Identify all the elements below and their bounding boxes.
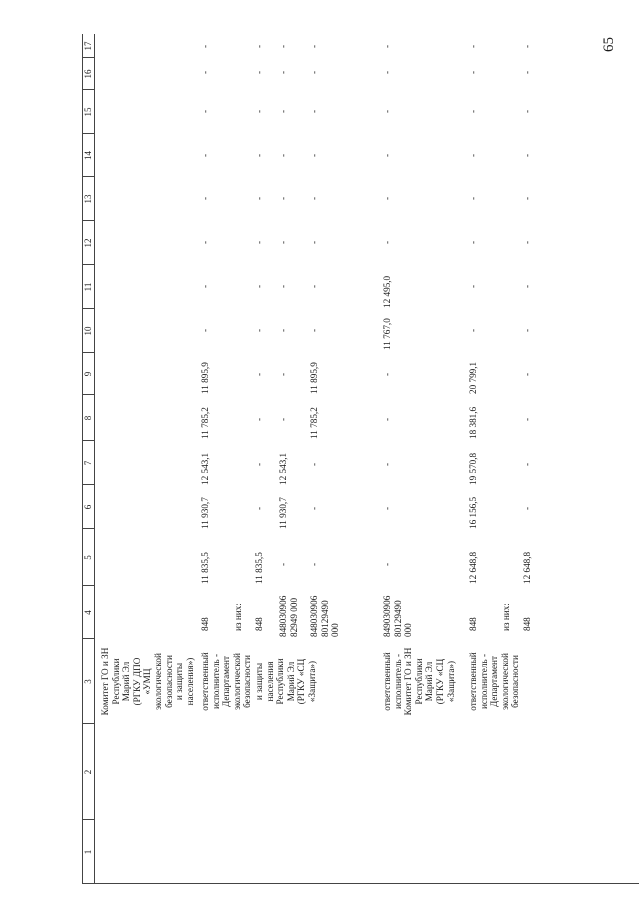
table-cell-col13: - [468,196,478,200]
table-cell-col11: - [200,284,210,288]
table-cell-col12: - [278,240,288,244]
table-cell-col6: - [254,506,264,510]
column-number: 7 [83,460,93,466]
table-cell-col10: - [468,328,478,332]
table-cell-col13: - [522,196,532,200]
table-cell-col11: - [254,284,264,288]
table-cell-col10: 11 767,0 [382,318,392,350]
table-cell-col6: - [522,506,532,510]
column-number: 16 [83,69,93,79]
table-cell-col13: - [309,196,319,200]
table-cell-col10: - [522,328,532,332]
table-cell-col9: - [278,372,288,376]
column-number: 3 [83,679,93,684]
table-cell-col17: - [278,44,288,48]
table-cell-col5: 12 648,8 [468,551,478,584]
table-cell-col8: - [278,417,288,421]
table-cell-col13: - [278,196,288,200]
table-cell-col11: - [468,284,478,288]
column-number: 13 [83,194,93,204]
table-cell-col4: 849030906 80129490 000 [382,595,414,637]
table-cell-col17: - [522,44,532,48]
table-cell-col17: - [200,44,210,48]
table-cell-col15: - [382,109,392,113]
table-cell-col8: 11 785,2 [309,407,319,439]
table-cell-col7: - [382,462,392,466]
table-cell-col8: 18 381,6 [468,406,478,439]
table-cell-col4: 848 [468,617,478,631]
table-cell-col7: - [522,462,532,466]
table-cell-col16: - [200,70,210,74]
table-cell-col9: - [254,372,264,376]
table-cell-col9: 11 895,9 [200,362,210,394]
table-cell-col11: - [278,284,288,288]
page-number: 65 [601,37,617,52]
table-cell-col14: - [254,153,264,157]
table-cell-col3: ответственный исполнитель - Комитет ГО и ЗН Республики Марий Эл (РГКУ «СЦ «Защита») [382,647,456,716]
header-row-line [94,34,95,884]
table-cell-col8: - [254,417,264,421]
table-cell-col11: - [309,284,319,288]
table-cell-col12: - [309,240,319,244]
table-cell-col7: 12 543,1 [278,452,288,485]
table-cell-col14: - [309,153,319,157]
table-cell-col4: из них: [501,603,511,631]
table-cell-col4: 848 [200,617,210,631]
rotated-table [82,34,639,884]
table-cell-col3: и защиты населения Республики Марий Эл (РГКУ «СЦ «Защита») [254,658,317,705]
table-cell-col5: - [309,562,319,566]
column-number: 11 [83,282,93,292]
table-cell-col13: - [382,196,392,200]
table-cell-col11: 12 495,0 [382,275,392,308]
table-cell-col4: 848030906 80129490 000 [309,595,341,637]
table-cell-col10: - [254,328,264,332]
table-cell-col5: 11 835,5 [254,552,264,584]
column-number: 8 [83,415,93,421]
table-cell-col14: - [522,153,532,157]
table-cell-col15: - [468,109,478,113]
table-cell-col12: - [200,240,210,244]
table-cell-col6: - [309,506,319,510]
table-cell-col7: - [309,462,319,466]
table-cell-col16: - [382,70,392,74]
table-cell-col3: ответственный исполнитель - Департамент экологической безопасности [468,652,521,711]
table-cell-col5: 11 835,5 [200,552,210,584]
table-cell-col6: 16 156,5 [468,496,478,529]
table-cell-col14: - [468,153,478,157]
column-number: 12 [83,238,93,248]
table-cell-col17: - [254,44,264,48]
column-number: 14 [83,151,93,160]
table-cell-col4: из них: [233,603,243,631]
column-number: 1 [83,849,93,855]
table-cell-col7: 19 570,8 [468,452,478,485]
table-cell-col10: - [309,328,319,332]
column-number: 9 [83,371,93,377]
table-cell-col7: - [254,462,264,466]
table-cell-col3: ответственный исполнитель - Департамент экологической безопасности [200,652,253,711]
column-number: 4 [83,610,93,615]
table-cell-col13: - [254,196,264,200]
table-cell-col8: 11 785,2 [200,407,210,439]
table-cell-col7: 12 543,1 [200,452,210,485]
table-cell-col6: 11 930,7 [278,497,288,529]
table-cell-col9: 11 895,9 [309,362,319,394]
column-number: 17 [83,41,93,51]
table-cell-col14: - [200,153,210,157]
table-cell-col15: - [278,109,288,113]
table-cell-col17: - [382,44,392,48]
table-cell-col12: - [382,240,392,244]
table-cell-col15: - [254,109,264,113]
table-cell-col17: - [468,44,478,48]
table-border-left [82,883,639,884]
table-cell-col14: - [278,153,288,157]
table-cell-col5: - [278,562,288,566]
table-cell-col15: - [200,109,210,113]
table-cell-col8: - [382,417,392,421]
table-cell-col8: - [522,417,532,421]
table-cell-col4: 848 [254,617,264,631]
table-cell-col10: - [200,328,210,332]
table-cell-col16: - [522,70,532,74]
table-cell-col15: - [309,109,319,113]
table-cell-col12: - [254,240,264,244]
table-cell-col3: Комитет ГО и ЗН Республики Марий Эл (РГКУ ДПО «УМЦ экологической безопасности и защиты населения») [100,647,195,716]
table-cell-col9: 20 799,1 [468,361,478,394]
table-cell-col17: - [309,44,319,48]
table-cell-col13: - [200,196,210,200]
column-number: 5 [83,555,93,560]
table-cell-col4: 848 [522,617,532,631]
table-cell-col6: 11 930,7 [200,497,210,529]
table-cell-col15: - [522,109,532,113]
table-cell-col9: - [382,372,392,376]
table-cell-col14: - [382,153,392,157]
table-cell-col12: - [522,240,532,244]
table-cell-col4: 848030906 82949 000 [278,595,299,637]
table-cell-col5: 12 648,8 [522,551,532,584]
column-number: 6 [83,504,93,510]
table-cell-col11: - [522,284,532,288]
column-number: 15 [83,107,93,117]
table-cell-col9: - [522,372,532,376]
table-cell-col16: - [278,70,288,74]
table-cell-col6: - [382,506,392,510]
column-number: 10 [83,326,93,336]
table-cell-col16: - [468,70,478,74]
table-cell-col12: - [468,240,478,244]
table-cell-col16: - [254,70,264,74]
column-number: 2 [83,769,93,775]
table-cell-col16: - [309,70,319,74]
table-cell-col5: - [382,562,392,566]
table-cell-col10: - [278,328,288,332]
